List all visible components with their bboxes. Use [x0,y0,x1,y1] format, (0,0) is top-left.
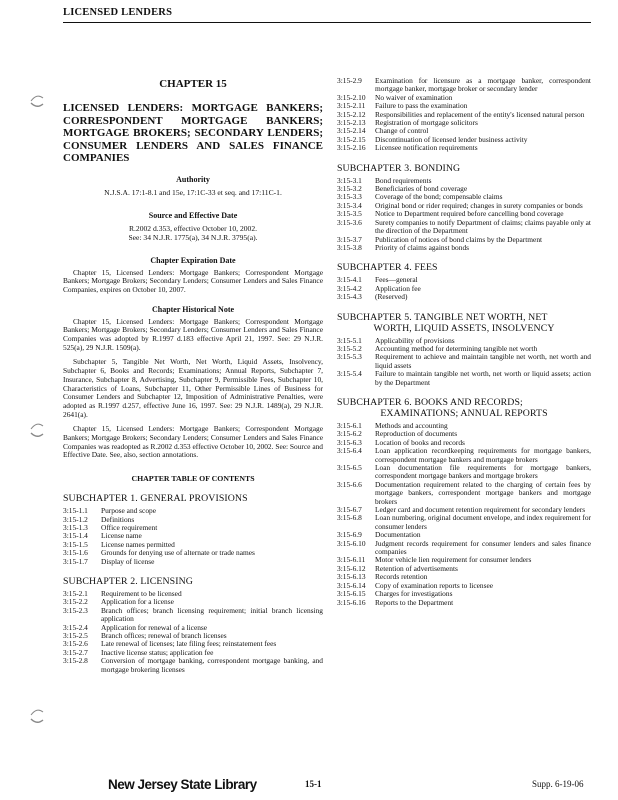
section-title: Bond requirements [375,175,432,185]
section-number: 3:15-6.8 [337,513,362,523]
section-title: Registration of mortgage solicitors [375,118,478,128]
section-title: Accounting method for determining tangible net worth [375,343,538,353]
section-title: Methods and accounting [375,420,448,430]
section-title: Copy of examination reports to licensee [375,580,494,590]
section-title: Change of control [375,126,429,136]
source-heading: Source and Effective Date [148,210,238,220]
section-number: 3:15-5.2 [337,343,362,353]
section-number: 3:15-2.1 [63,589,88,598]
section-title: Loan numbering, original document envelope, and index requirement for consumer lenders [375,513,591,531]
section-title: Documentation [375,530,421,540]
subchapter-5-list [337,337,591,387]
subchapter-2-list-right [337,77,591,153]
section-title: Purpose and scope [101,506,157,516]
toc-entry [63,558,323,566]
section-number: 3:15-3.2 [337,184,362,194]
authority-text: N.J.S.A. 17:1-8.1 and 15e, 17:1C-33 et seq. and 17:11C-1. [104,187,282,197]
toc-heading: CHAPTER TABLE OF CONTENTS [131,474,255,484]
supplement-date: Supp. 6-19-06 [532,779,584,789]
source-line-1: R.2002 d.353, effective October 10, 2002. [128,223,258,233]
section-title: Surety companies to notify Department of claims; claims payable only at the direction of the Department [375,217,591,236]
subchapter-4-list [337,276,591,301]
section-title: Documentation requirement related to the charging of certain fees by mortgage bankers, correspondent mortgage bankers and mortgage brokers [375,479,591,506]
section-title: Publication of notices of bond claims by the Department [375,234,543,244]
section-title: Requirement to achieve and maintain tangible net worth, net worth and liquid assets [375,352,591,370]
subchapter-2-title: SUBCHAPTER 2. LICENSING [63,576,193,587]
section-title: Grounds for denying use of alternate or trade names [101,548,255,558]
section-number: 3:15-2.11 [337,101,366,111]
section-title: Fees—general [375,275,418,285]
section-number: 3:15-1.6 [63,548,88,558]
subchapter-5-title [337,312,591,334]
toc-entry [337,77,591,94]
header-rule [63,22,591,23]
section-number: 3:15-6.12 [337,563,366,573]
toc-entry [337,293,591,301]
section-number: 3:15-6.16 [337,597,366,607]
section-title: Office requirement [101,522,158,532]
section-number: 3:15-6.7 [337,505,362,515]
section-title: Beneficiaries of bond coverage [375,184,468,194]
section-title: Motor vehicle lien requirement for consumer lenders [375,555,532,565]
section-title: Original bond or rider required; changes in surety companies or bonds [375,200,583,210]
library-stamp: New Jersey State Library [108,777,257,792]
section-number: 3:15-2.13 [337,118,366,128]
section-title: Definitions [101,514,135,524]
section-title: Inactive license status; application fee [101,647,214,657]
history-paragraph-1: Chapter 15, Licensed Lenders: Mortgage Bankers; Correspondent Mortgage Bankers; Mortgage Brokers; Secondary Lenders; Consumer Lenders and Sales Finance Companies was adopted by R.1997 d.183 effective April 21, 1997. See: 29 N.J.R. 525(a), 29 N.J.R. 1509(a). [63,316,323,352]
subchapter-5-title-line-1: SUBCHAPTER 5. TANGIBLE NET WORTH, NET [337,311,548,323]
section-number: 3:15-2.15 [337,134,366,144]
section-number: 3:15-3.8 [337,242,362,252]
section-number: 3:15-1.5 [63,539,88,549]
section-title: Judgment records requirement for consumer lenders and sales finance companies [375,538,591,557]
section-title: Examination for licensure as a mortgage banker, correspondent mortgage banker, mortgage broker or secondary lender [375,76,591,94]
section-title: License names permitted [101,539,175,549]
section-number: 3:15-2.3 [63,605,88,615]
section-title: Ledger card and document retention requirement for secondary lenders [375,505,586,515]
toc-entry [337,244,591,252]
section-number: 3:15-6.15 [337,589,366,599]
section-number: 3:15-1.2 [63,514,88,524]
section-number: 3:15-2.5 [63,631,88,641]
section-number: 3:15-4.1 [337,275,362,285]
section-title: Discontinuation of licensed lender business activity [375,134,528,144]
section-title: Conversion of mortgage banking, correspondent mortgage banking, and mortgage brokering licenses [101,656,323,674]
subchapter-2-list-left [63,590,323,674]
section-title: Loan documentation file requirements for mortgage bankers, correspondent mortgage bankers and mortgage brokers [375,463,591,481]
section-number: 3:15-2.12 [337,109,366,119]
section-number: 3:15-6.2 [337,429,362,439]
authority-heading: Authority [176,174,210,184]
section-number: 3:15-2.16 [337,143,366,153]
section-number: 3:15-1.1 [63,506,88,516]
section-number: 3:15-1.4 [63,531,88,541]
section-number: 3:15-6.13 [337,572,366,582]
toc-entry [337,464,591,481]
section-title: Notice to Department required before cancelling bond coverage [375,209,564,219]
section-number: 3:15-2.8 [63,656,88,666]
toc-entry [63,657,323,674]
section-number: 3:15-2.10 [337,92,366,102]
section-title: License name [101,531,142,541]
chapter-name: LICENSED LENDERS: MORTGAGE BANKERS; CORRESPONDENT MORTGAGE BANKERS; MORTGAGE BROKERS; SECONDARY LENDERS; CONSUMER LENDERS AND SALES FINANCE COMPANIES [63,102,323,164]
section-title: Licensee notification requirements [375,143,478,153]
expiration-heading: Chapter Expiration Date [150,255,236,265]
section-number: 3:15-2.6 [63,639,88,649]
running-head: LICENSED LENDERS [63,7,173,18]
section-number: 3:15-6.1 [337,420,362,430]
history-paragraph-3: Chapter 15, Licensed Lenders: Mortgage Bankers; Correspondent Mortgage Bankers; Mortgage Brokers; Secondary Lenders; Consumer Lenders and Sales Finance Companies was readopted as R.2002 d.353 effective October 10, 2002. See: Source and Effective Date. See, also, section annotations. [63,424,323,460]
section-title: Applicability of provisions [375,335,455,345]
section-title: Requirement to be licensed [101,589,182,598]
section-number: 3:15-2.4 [63,622,88,632]
subchapter-1-list [63,507,323,566]
binder-hole-icon [30,100,44,111]
toc-entry [337,599,591,607]
section-number: 3:15-4.2 [337,283,362,293]
section-title: Reproduction of documents [375,429,458,439]
section-title: Display of license [101,556,155,566]
section-number: 3:15-6.10 [337,538,366,548]
toc-entry [337,514,591,531]
section-number: 3:15-4.3 [337,292,362,302]
section-number: 3:15-3.7 [337,234,362,244]
subchapter-6-list [337,422,591,607]
section-number: 3:15-2.14 [337,126,366,136]
section-title: Coverage of the bond; compensable claims [375,192,503,202]
section-number: 3:15-6.14 [337,580,366,590]
toc-entry [337,481,591,506]
section-number: 3:15-6.6 [337,479,362,489]
section-title: Loan application recordkeeping requirements for mortgage bankers, correspondent mortgage bankers and mortgage brokers [375,446,591,464]
section-number: 3:15-6.4 [337,446,362,456]
section-number: 3:15-2.7 [63,647,88,657]
toc-entry [337,353,591,370]
section-number: 3:15-1.7 [63,556,88,566]
section-title: Application for renewal of a license [101,622,208,632]
section-number: 3:15-6.5 [337,463,362,472]
history-paragraph-2: Subchapter 5, Tangible Net Worth, Net Worth, Liquid Assets, Insolvency, Subchapter 6, Books and Records; Examinations; Annual Reports, Subchapter 7, Insurance, Subchapter 8, Advertising, Subchapter 9, Permissible Fees, Subchapter 10, Characteristics of Loans, Subchapter 11, Other Permissible Lines of Business for Consumer Lenders and Subchapter 12, Imposition of Administrative Penalties, were adopted as R.1997 d.257, effective June 16, 1997. See: 29 N.J.R. 1489(a), 29 N.J.R. 2641(a). [63,357,323,419]
page-number: 15-1 [305,779,322,789]
binder-hole-icon [30,430,44,441]
expiration-text: Chapter 15, Licensed Lenders: Mortgage Bankers; Correspondent Mortgage Bankers; Mortgage Brokers; Secondary Lenders; Consumer Lenders and Sales Finance Companies, expires on October 10, 2007. [63,267,323,294]
section-number: 3:15-6.3 [337,437,362,447]
subchapter-3-title: SUBCHAPTER 3. BONDING [337,162,461,174]
section-title: No waiver of examination [375,92,453,102]
section-title: Priority of claims against bonds [375,242,470,252]
section-number: 3:15-6.11 [337,555,366,565]
section-number: 3:15-3.1 [337,175,362,185]
subchapter-5-title-line-2: WORTH, LIQUID ASSETS, INSOLVENCY [373,322,555,334]
section-number: 3:15-3.6 [337,217,362,227]
history-heading: Chapter Historical Note [151,304,235,314]
section-title: Retention of advertisements [375,563,458,573]
section-title: Application fee [375,283,421,293]
section-number: 3:15-3.5 [337,209,362,219]
subchapter-3-list [337,177,591,253]
section-title: Charges for investigations [375,589,453,599]
subchapter-6-title-line-2: EXAMINATIONS; ANNUAL REPORTS [380,407,548,419]
toc-entry [337,540,591,557]
section-number: 3:15-1.3 [63,522,88,532]
section-title: Branch offices; renewal of branch licenses [101,631,227,641]
toc-entry [337,219,591,236]
subchapter-6-title-line-1: SUBCHAPTER 6. BOOKS AND RECORDS; [337,396,523,408]
section-number: 3:15-3.3 [337,192,362,202]
toc-entry [337,144,591,152]
toc-entry [63,607,323,624]
section-number: 3:15-6.9 [337,530,362,540]
section-title: Failure to maintain tangible net worth, net worth or liquid assets; action by the Department [375,369,591,387]
toc-entry [337,370,591,387]
section-number: 3:15-5.3 [337,352,362,362]
section-number: 3:15-2.9 [337,76,362,85]
binder-hole-icon [30,716,44,727]
section-number: 3:15-3.4 [337,200,362,210]
toc-entry [337,447,591,464]
section-title: Late renewal of licenses; late filing fees; reinstatement fees [101,639,277,649]
section-title: Records retention [375,572,428,582]
section-number: 3:15-5.1 [337,335,362,345]
section-title: Failure to pass the examination [375,101,468,111]
section-number: 3:15-2.2 [63,597,88,607]
subchapter-6-title [337,397,591,419]
section-title: Responsibilities and replacement of the entity's licensed natural person [375,109,585,119]
left-column [63,78,323,674]
section-title: (Reserved) [375,292,408,302]
section-title: Reports to the Department [375,597,454,607]
section-title: Branch offices; branch licensing requirement; initial branch licensing application [101,605,323,624]
subchapter-4-title: SUBCHAPTER 4. FEES [337,262,438,274]
section-title: Location of books and records [375,437,465,447]
section-title: Application for a license [101,597,174,607]
section-number: 3:15-5.4 [337,369,362,379]
source-line-2: See: 34 N.J.R. 1775(a), 34 N.J.R. 3795(a). [128,232,258,242]
chapter-number: CHAPTER 15 [159,78,227,90]
subchapter-1-title: SUBCHAPTER 1. GENERAL PROVISIONS [63,493,248,505]
right-column [337,77,591,607]
